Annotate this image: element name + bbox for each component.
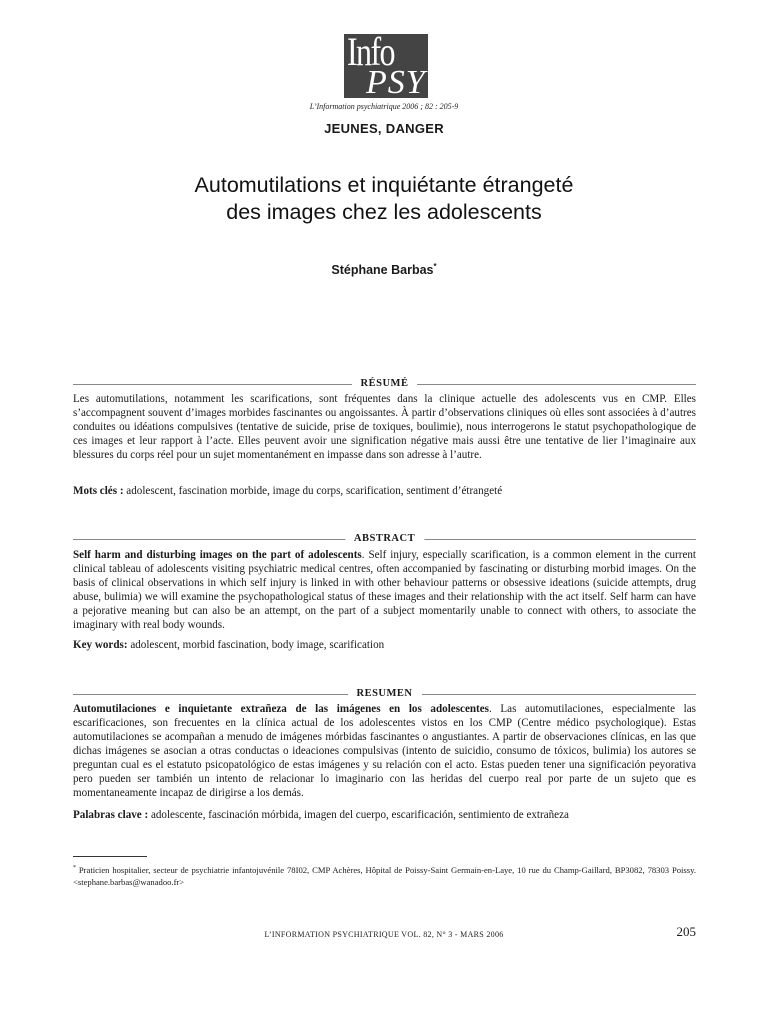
section-heading: JEUNES, DANGER <box>324 121 444 136</box>
abstract-heading-label: ABSTRACT <box>345 532 424 546</box>
abstract-keywords <box>73 638 696 652</box>
resume-heading-label: RÉSUMÉ <box>352 377 418 391</box>
resume-keywords-label: Mots clés : <box>73 485 124 497</box>
abstract-text: . Self injury, especially scarification, is a common element in the current clinical tableau of adolescents visiting psychiatric medical centres, often accompanied by fascinating or disturbing morbid images. On the basis of clinical observations in which self injury is linked in with other behaviour patterns or obsessive ideations (suicide attempts, drug abuse, bulimia) we will examine the psychopathological status of these images and their relationship with the act itself. Self harm can have a pejorative meaning but can also be an attempt, on the part of a subject momentarily unable to connect with others, to associate the imaginary with real body wounds. <box>73 549 697 631</box>
journal-citation: L’Information psychiatrique 2006 ; 82 : 205-9 <box>309 102 459 111</box>
resumen-lead-title: Automutilaciones e inquietante extrañeza de las imágenes en los adolescentes <box>73 703 489 715</box>
abstract-keywords-label: Key words: <box>73 639 128 651</box>
resumen-keywords <box>73 808 696 822</box>
resume-heading <box>73 377 696 391</box>
abstract-heading <box>73 532 696 546</box>
page-number: 205 <box>676 924 696 939</box>
article-title <box>0 172 768 226</box>
journal-footer: L’INFORMATION PSYCHIATRIQUE VOL. 82, N° 3 - MARS 2006 <box>264 930 504 939</box>
author-footnote-mark: * <box>433 262 437 271</box>
resumen-heading-label: RESUMEN <box>347 687 421 701</box>
resumen-text: . Las automutilaciones, especialmente las escarificaciones, son frecuentes en la clínica actual de los adolescentes vistos en los CMP (Centre médico psychologique). Estas automutilaciones se acompañan a menudo de imágenes mórbidas fascinantes o angustiantes. A partir de observaciones clínicas, en las que dichas imágenes se asocian a otras conductas o ideaciones compulsivas (intento de suicidio, consumo de tóxicos, bulimia) los autores se preguntan cual es el estatuto psicopatológico de estas imágenes y su relación con el acto. Estas pueden tener una significación peyorativa pero pueden ser también un intento de relacionar lo imaginario con las heridas del cuerpo real por parte de un sujeto que es momentaneamente incapaz de dirigirse a los demás. <box>73 703 696 799</box>
logo-text-info: Info <box>347 29 394 74</box>
resume-keywords <box>73 484 696 498</box>
title-line-2: des images chez les adolescents <box>226 200 542 224</box>
resume-keywords-text: adolescent, fascination morbide, image du corps, scarification, sentiment d’étrangeté <box>123 485 503 497</box>
footnote-text: Praticien hospitalier, secteur de psychiatrie infantojuvénile 78I02, CMP Achères, Hôpital de Poissy-Saint Germain-en-Laye, 10 rue du Champ-Gaillard, BP3082, 78303 Poissy. <stephane.barbas@wanadoo.fr> <box>73 864 696 887</box>
author-line <box>0 262 768 277</box>
abstract-keywords-text: adolescent, morbid fascination, body image, scarification <box>127 639 385 651</box>
author-footnote <box>73 862 696 888</box>
resumen-keywords-text: adolescente, fascinación mórbida, imagen del cuerpo, escarificación, sentimiento de extrañeza <box>148 809 569 821</box>
resumen-body <box>73 702 696 800</box>
logo-text-psy: PSY <box>366 64 426 101</box>
footnote-mark: * <box>73 865 76 871</box>
footnote-divider <box>73 856 147 857</box>
journal-logo <box>344 29 428 101</box>
resumen-keywords-label: Palabras clave : <box>73 809 149 821</box>
resumen-heading <box>73 687 696 701</box>
abstract-lead-title: Self harm and disturbing images on the part of adolescents <box>73 549 362 561</box>
author-name: Stéphane Barbas <box>331 263 434 278</box>
resume-body: Les automutilations, notamment les scarifications, sont fréquentes dans la clinique actuelle des adolescents vus en CMP. Elles s’accompagnent souvent d’images morbides fascinantes ou angoissantes. À partir d’observations cliniques où elles sont associées à d’autres conduites ou idéations compulsives (tentative de suicide, prise de toxiques, boulimie), nous interrogerons le statut psychopathologique de ces images et leur rapport à l’acte. Elles peuvent avoir une signification négative mais aussi être une tentative de lier l’imaginaire aux blessures du corps réel pour un sujet momentanément en impasse dans son adresse à l’autre. <box>73 393 696 461</box>
abstract-body <box>73 548 696 632</box>
title-line-1: Automutilations et inquiétante étrangeté <box>194 173 574 197</box>
